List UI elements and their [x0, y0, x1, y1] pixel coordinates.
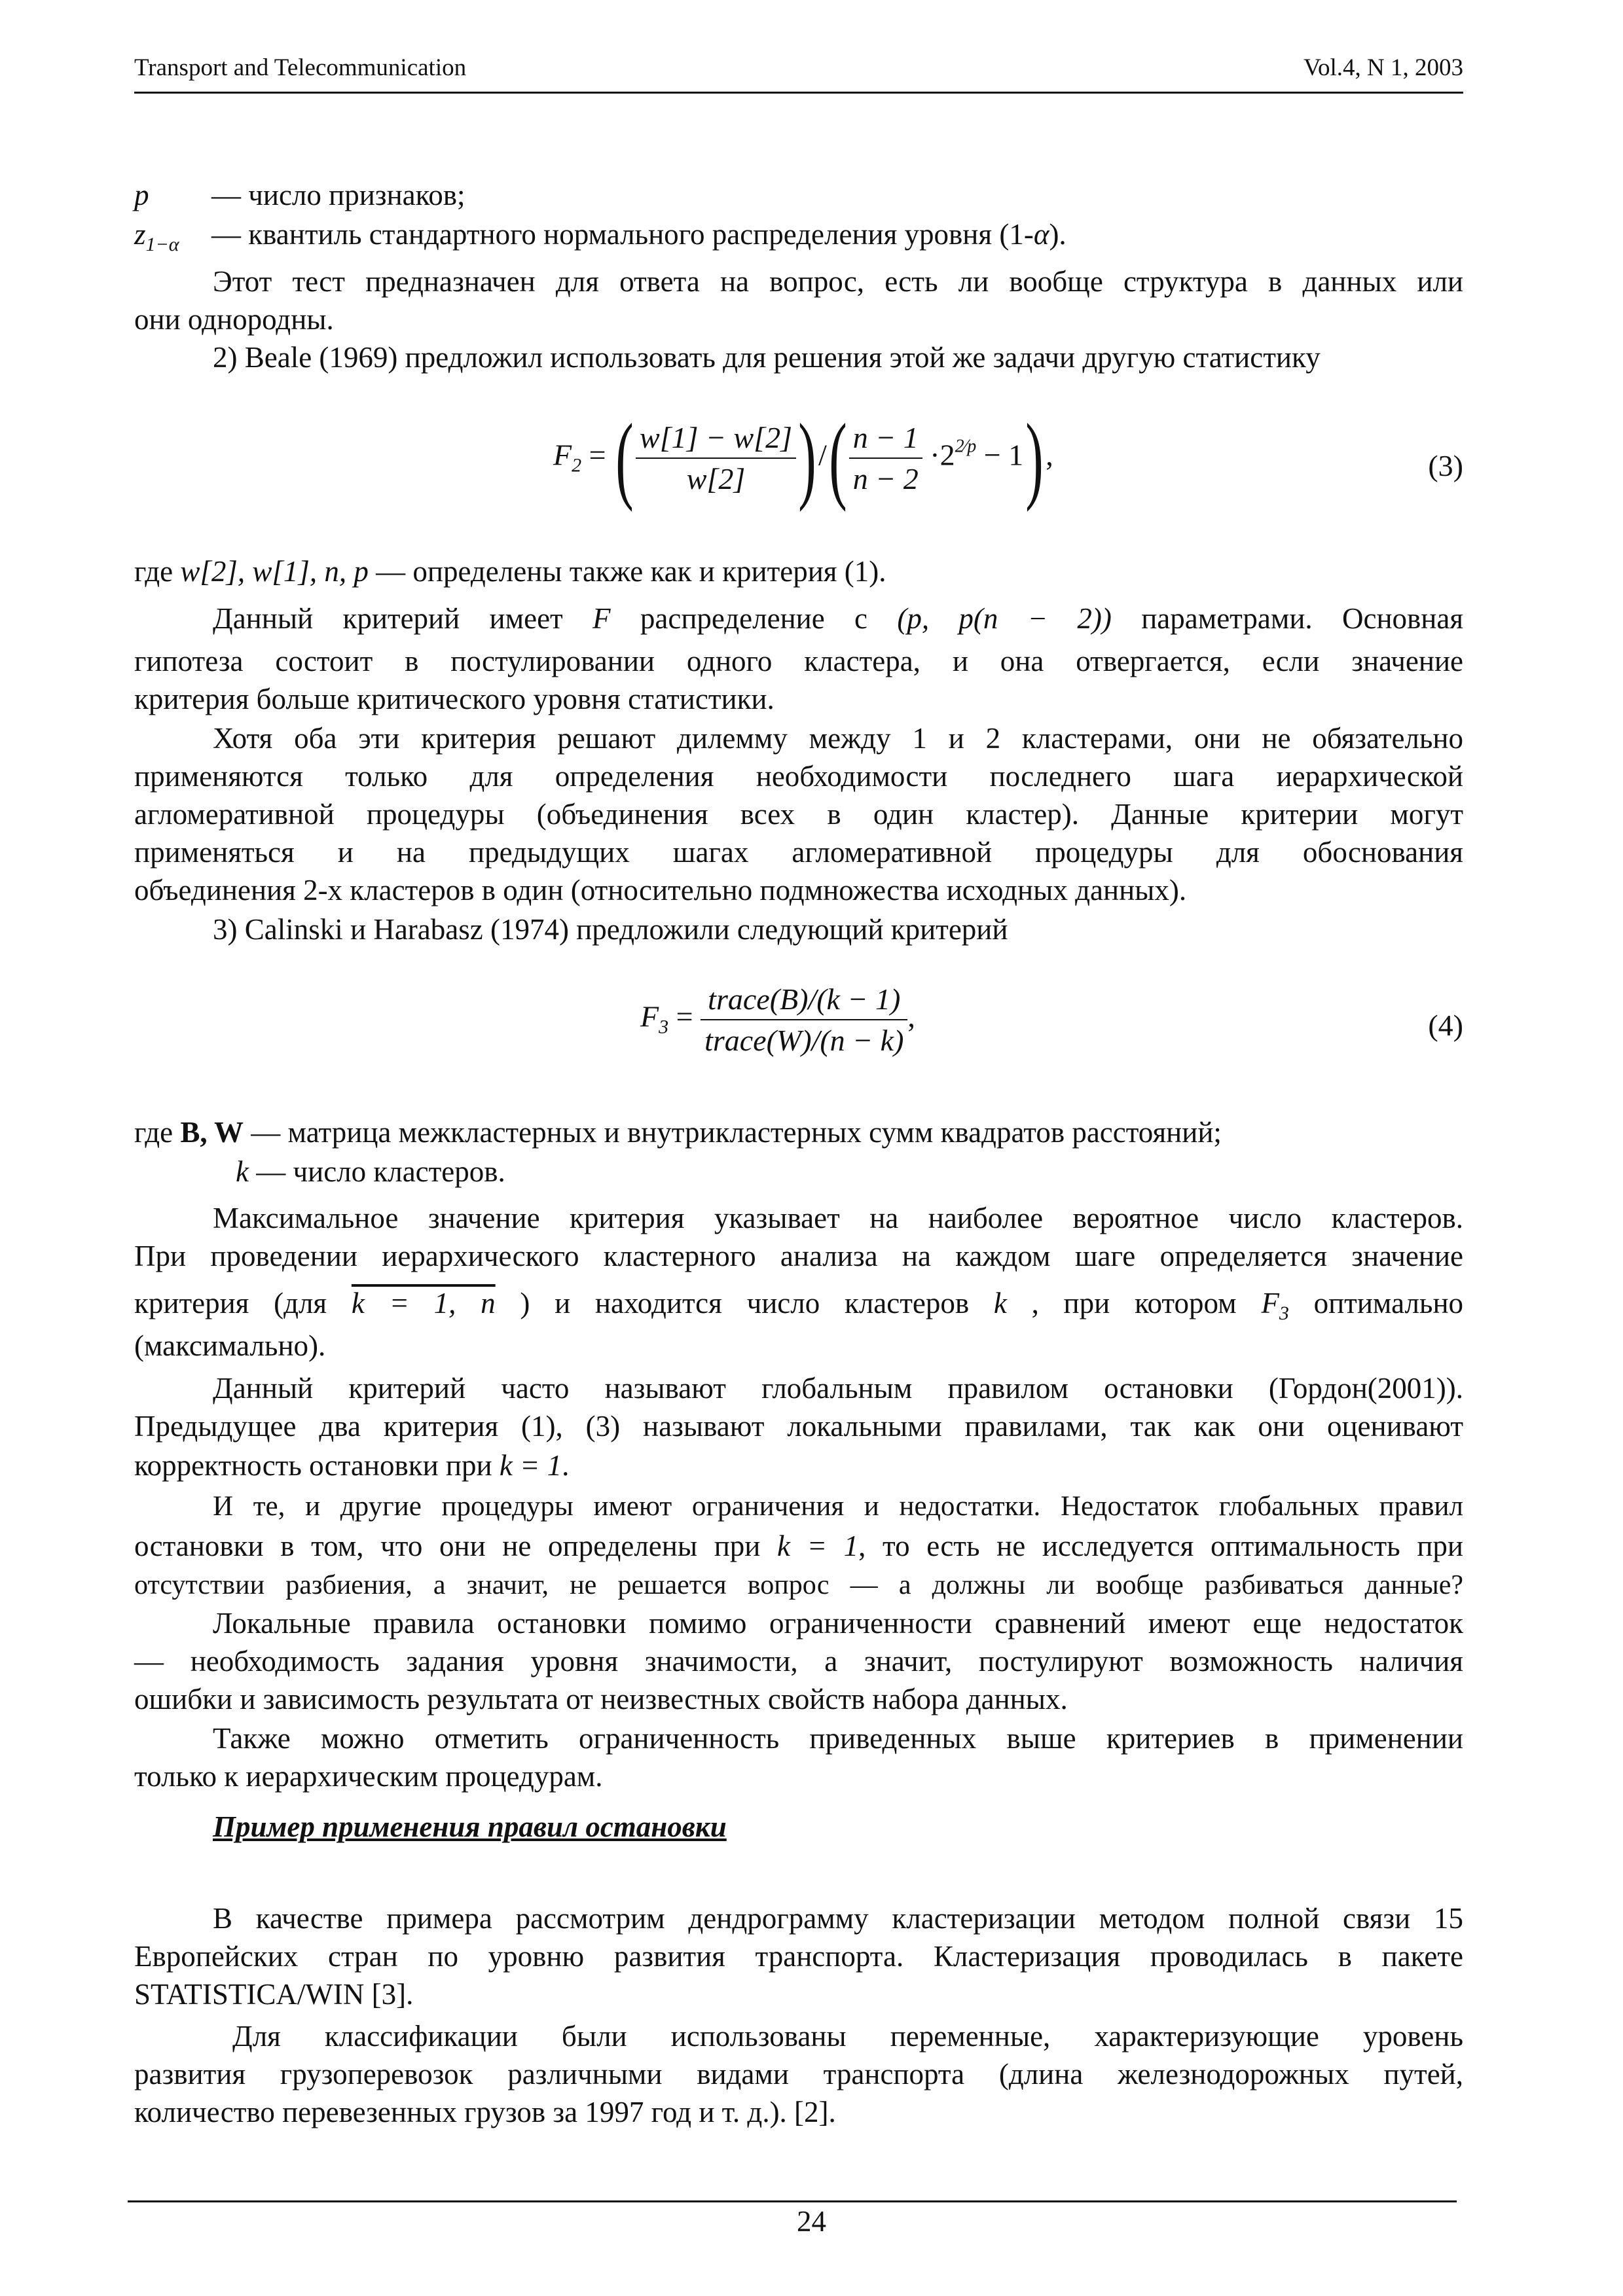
paragraph-line: (максимально).	[134, 1329, 326, 1362]
right-paren: )	[798, 404, 816, 512]
journal-title: Transport and Telecommunication	[134, 54, 467, 81]
paragraph-line: В качестве примера рассмотрим дендрограмму кластеризации методом полной связи 15	[213, 1902, 1463, 1935]
paragraph-line: гипотеза состоит в постулировании одного кластера, и она отвергается, если значение	[134, 645, 1463, 677]
paragraph-line: При проведении иерархического кластерного анализа на каждом шаге определяется значение	[134, 1240, 1463, 1272]
paragraph-line: агломеративной процедуры (объединения всех в один кластер). Данные критерии могут	[134, 798, 1463, 831]
paragraph-line: — необходимость задания уровня значимости, а значит, постулируют возможность наличия	[134, 1645, 1463, 1677]
paragraph-line: корректность остановки при k = 1.	[134, 1449, 570, 1482]
paragraph-line: И те, и другие процедуры имеют ограничения и недостатки. Недостаток глобальных правил	[213, 1491, 1463, 1522]
paragraph-line: отсутствии разбиения, а значит, не решается вопрос — а должны ли вообще разбиваться данные?	[134, 1570, 1463, 1600]
paragraph-line: критерия (для k = 1, n ) и находится число кластеров k , при котором $F_3$ оптимально	[134, 1287, 1464, 1324]
paragraph-line: применяться и на предыдущих шагах агломеративной процедуры для обоснования	[134, 836, 1463, 869]
page-number: 24	[797, 2205, 826, 2238]
left-paren: (	[615, 404, 634, 512]
paragraph-line: Этот тест предназначен для ответа на вопрос, есть ли вообще структура в данных или	[213, 265, 1463, 298]
paragraph-line: Локальные правила остановки помимо ограниченности сравнений имеют еще недостаток	[213, 1607, 1463, 1640]
paragraph-line: Также можно отметить ограниченность приведенных выше критериев в применении	[213, 1722, 1463, 1755]
paragraph-line: Для классификации были использованы переменные, характеризующие уровень	[232, 2020, 1463, 2053]
paragraph-line: STATISTICA/WIN [3].	[134, 1978, 414, 2011]
paragraph-line: 3) Calinski и Harabasz (1974) предложили следующий критерий	[213, 913, 1008, 946]
paragraph-line: Предыдущее два критерия (1), (3) называют локальными правилами, так как они оценивают	[134, 1410, 1463, 1443]
section-heading: Пример применения правил остановки	[213, 1810, 727, 1843]
fraction: $\frac{\text{trace(B)/(k − 1)}}{\text{trace(W)/(n − k)}}$	[701, 982, 907, 1058]
paragraph-line: ошибки и зависимость результата от неизвестных свойств набора данных.	[134, 1683, 1068, 1715]
definition-p: p — число признаков;	[134, 179, 465, 211]
paragraph-line: Максимальное значение критерия указывает на наиболее вероятное число кластеров.	[213, 1202, 1463, 1234]
fraction: $\frac{w[1] - w[2]}{w[2]}$	[636, 420, 796, 496]
paragraph-line: они однородны.	[134, 303, 334, 336]
paragraph-line: остановки в том, что они не определены при k = 1, то есть не исследуется оптимальность при	[134, 1530, 1463, 1562]
running-header	[134, 52, 1463, 94]
equation-number-4: (4)	[1428, 1009, 1463, 1042]
paragraph-line: применяются только для определения необходимости последнего шага иерархической	[134, 760, 1463, 793]
fraction: $\frac{n - 1}{n - 2}$	[849, 420, 922, 496]
paragraph-line: критерия больше критического уровня статистики.	[134, 683, 775, 715]
paragraph-line: Данный критерий часто называют глобальным правилом остановки (Гордон(2001)).	[213, 1372, 1463, 1405]
volume-info: Vol.4, N 1, 2003	[1304, 54, 1463, 81]
left-paren: (	[829, 404, 847, 512]
footer-rule	[128, 2200, 1457, 2202]
paragraph-line: Европейских стран по уровню развития транспорта. Кластеризация проводилась в пакете	[134, 1940, 1463, 1973]
equation-number-3: (3)	[1428, 449, 1463, 482]
where-clause-k: k — число кластеров.	[236, 1155, 505, 1188]
paragraph-line: 2) Beale (1969) предложил использовать для решения этой же задачи другую статистику	[213, 341, 1321, 374]
equation-3: $F_2$ = ( $\frac{w[1] - w[2]}{w[2]}$ )/( $\frac{n - 1}{n - 2}$ $\cdot 2^{2⁄p} - 1$),	[553, 404, 1053, 512]
paragraph-line: Хотя оба эти критерия решают дилемму между 1 и 2 кластерами, они не обязательно	[213, 722, 1463, 755]
where-clause-2: где B, W — матрица межкластерных и внутрикластерных сумм квадратов расстояний;	[134, 1116, 1222, 1149]
paragraph-line: объединения 2-х кластеров в один (относительно подмножества исходных данных).	[134, 874, 1187, 906]
definition-z: $z_{1-\alpha}$ — квантиль стандартного нормального распределения уровня (1-α).	[134, 218, 1067, 255]
equation-4: $F_3$ = $\frac{\text{trace(B)/(k − 1)}}{\text{trace(W)/(n − k)}}$ ,	[640, 982, 915, 1057]
paragraph-line: только к иерархическим процедурам.	[134, 1760, 603, 1793]
paragraph-line: Данный критерий имеет F распределение с (p, p(n − 2)) параметрами. Основная	[213, 602, 1464, 635]
paragraph-line: количество перевезенных грузов за 1997 год и т. д.). [2].	[134, 2096, 836, 2128]
where-clause-1: где w[2], w[1], n, p — определены также как и критерия (1).	[134, 555, 886, 588]
right-paren: )	[1025, 404, 1044, 512]
paragraph-line: развития грузоперевозок различными видами транспорта (длина железнодорожных путей,	[134, 2058, 1463, 2090]
